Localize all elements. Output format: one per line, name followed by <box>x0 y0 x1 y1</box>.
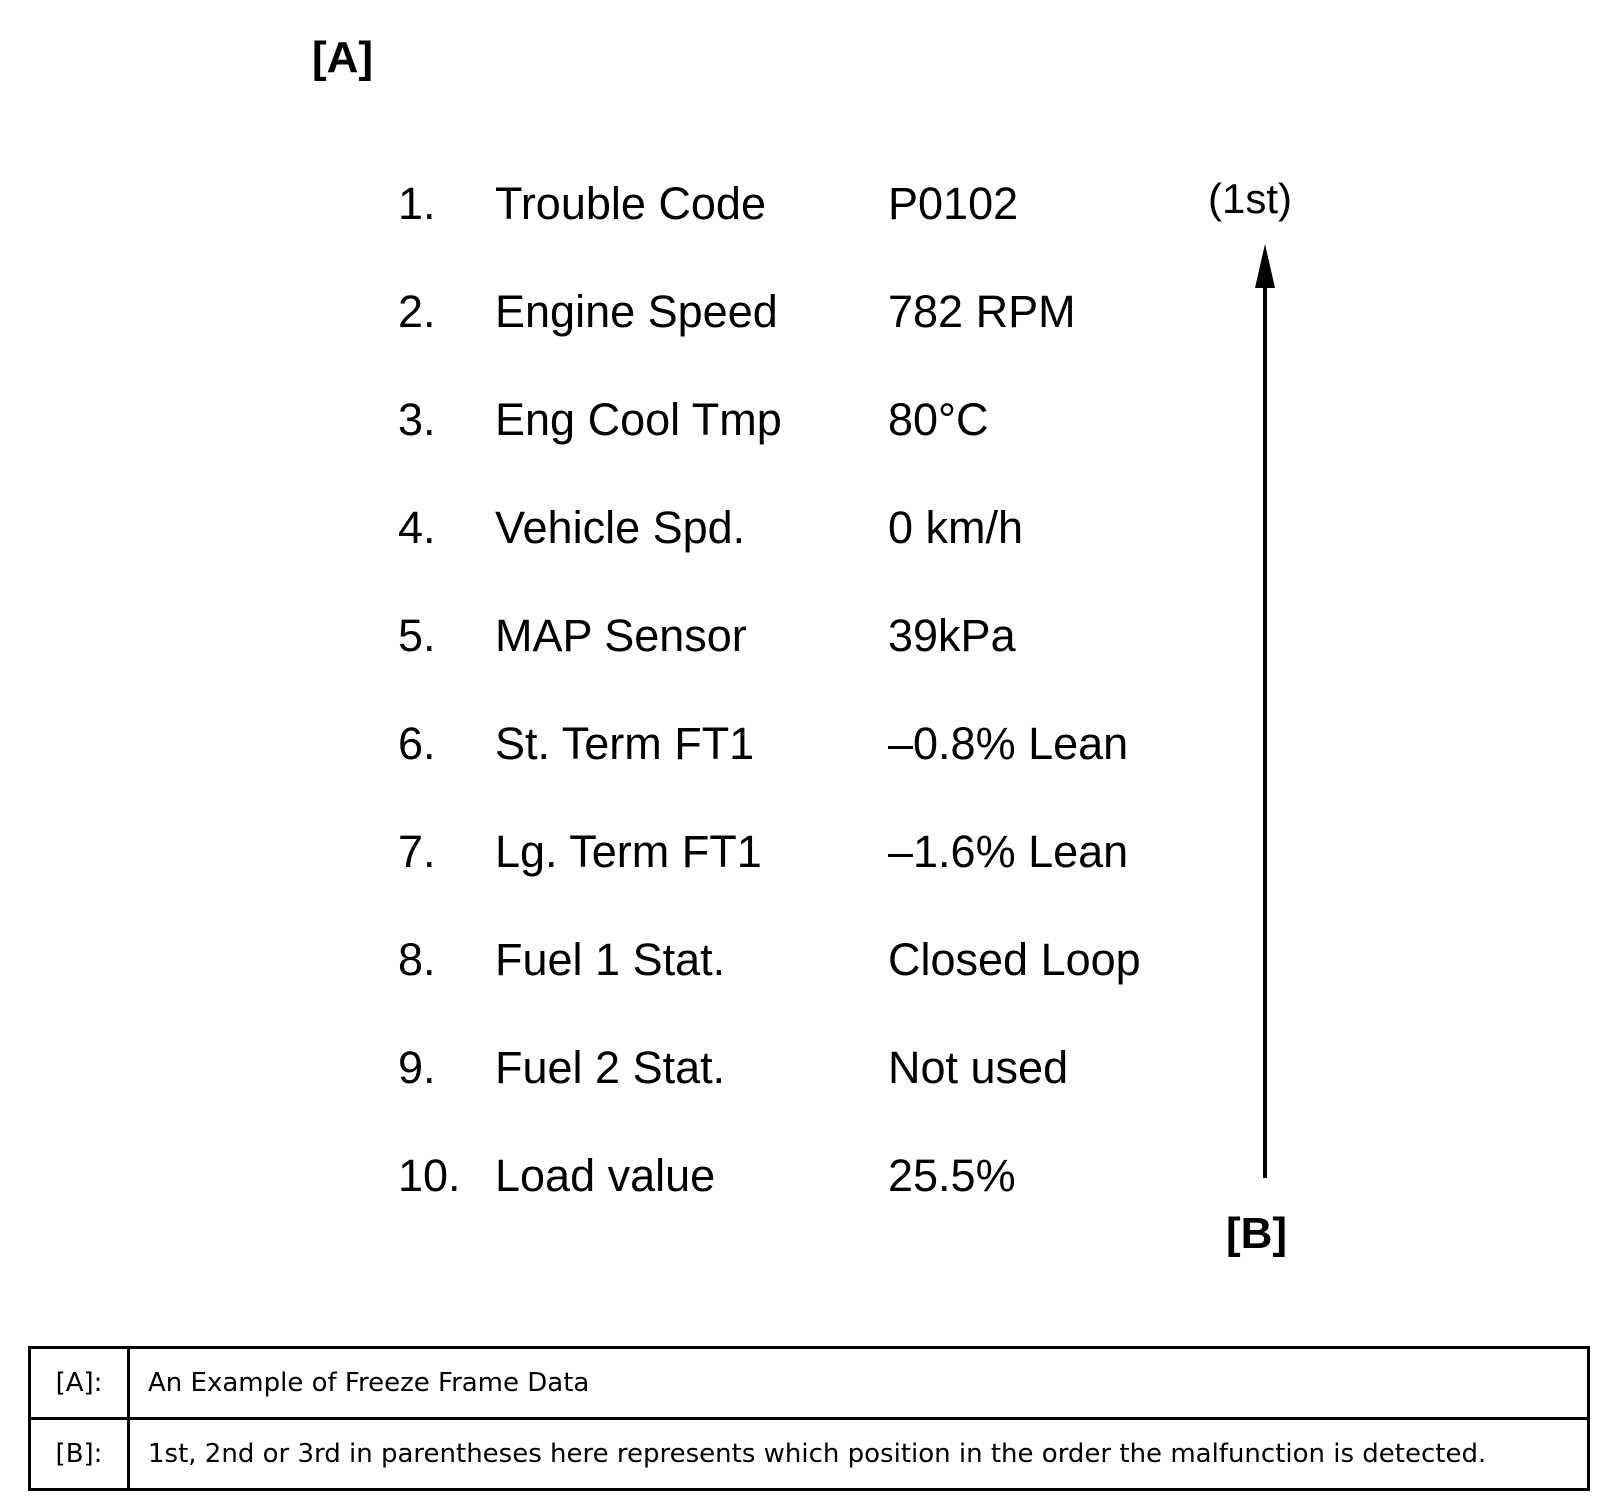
row-value: –0.8% Lean <box>888 718 1129 769</box>
row-value: 782 RPM <box>888 286 1076 337</box>
row-item-name: Fuel 1 Stat. <box>495 934 726 985</box>
row-number: 3. <box>398 394 436 445</box>
row-value: –1.6% Lean <box>888 826 1129 877</box>
row-value: Not used <box>888 1042 1069 1093</box>
row-item-name: Fuel 2 Stat. <box>495 1042 726 1093</box>
freeze-frame-row <box>398 934 1198 1042</box>
row-value: Closed Loop <box>888 934 1141 985</box>
row-number: 6. <box>398 718 436 769</box>
freeze-frame-row <box>398 502 1198 610</box>
legend-row <box>30 1348 1589 1419</box>
freeze-frame-row <box>398 1042 1198 1150</box>
row-number: 10. <box>398 1150 461 1201</box>
legend-description: 1st, 2nd or 3rd in parentheses here represents which position in the order the malfunction is detected. <box>129 1419 1589 1490</box>
arrow-head <box>1255 244 1275 288</box>
row-value: P0102 <box>888 178 1019 229</box>
row-item-name: Engine Speed <box>495 286 778 337</box>
legend-key: [B]: <box>30 1419 129 1490</box>
freeze-frame-row <box>398 826 1198 934</box>
freeze-frame-row <box>398 1150 1198 1258</box>
legend-description: An Example of Freeze Frame Data <box>129 1348 1589 1419</box>
row-number: 1. <box>398 178 436 229</box>
legend-row <box>30 1419 1589 1490</box>
row-value: 39kPa <box>888 610 1016 661</box>
diagram-label-b: [B] <box>1226 1209 1288 1258</box>
row-number: 4. <box>398 502 436 553</box>
row-number: 2. <box>398 286 436 337</box>
row-item-name: MAP Sensor <box>495 610 747 661</box>
freeze-frame-row <box>398 394 1198 502</box>
up-arrow-icon <box>1250 244 1280 1180</box>
row-item-name: Trouble Code <box>495 178 766 229</box>
freeze-frame-list <box>398 178 1198 1258</box>
row-number: 7. <box>398 826 436 877</box>
legend-key: [A]: <box>30 1348 129 1419</box>
legend-table <box>28 1346 1590 1491</box>
row-item-name: Eng Cool Tmp <box>495 394 782 445</box>
freeze-frame-row <box>398 718 1198 826</box>
row-number: 9. <box>398 1042 436 1093</box>
row-number: 5. <box>398 610 436 661</box>
freeze-frame-row <box>398 286 1198 394</box>
freeze-frame-row <box>398 178 1198 286</box>
row-value: 25.5% <box>888 1150 1016 1201</box>
row-item-name: Load value <box>495 1150 716 1201</box>
freeze-frame-row <box>398 610 1198 718</box>
row-item-name: Vehicle Spd. <box>495 502 746 553</box>
row-item-name: St. Term FT1 <box>495 718 755 769</box>
diagram-label-a: [A] <box>312 33 374 82</box>
row-item-name: Lg. Term FT1 <box>495 826 762 877</box>
row-value: 80°C <box>888 394 989 445</box>
order-label: (1st) <box>1208 175 1292 222</box>
row-number: 8. <box>398 934 436 985</box>
row-value: 0 km/h <box>888 502 1024 553</box>
